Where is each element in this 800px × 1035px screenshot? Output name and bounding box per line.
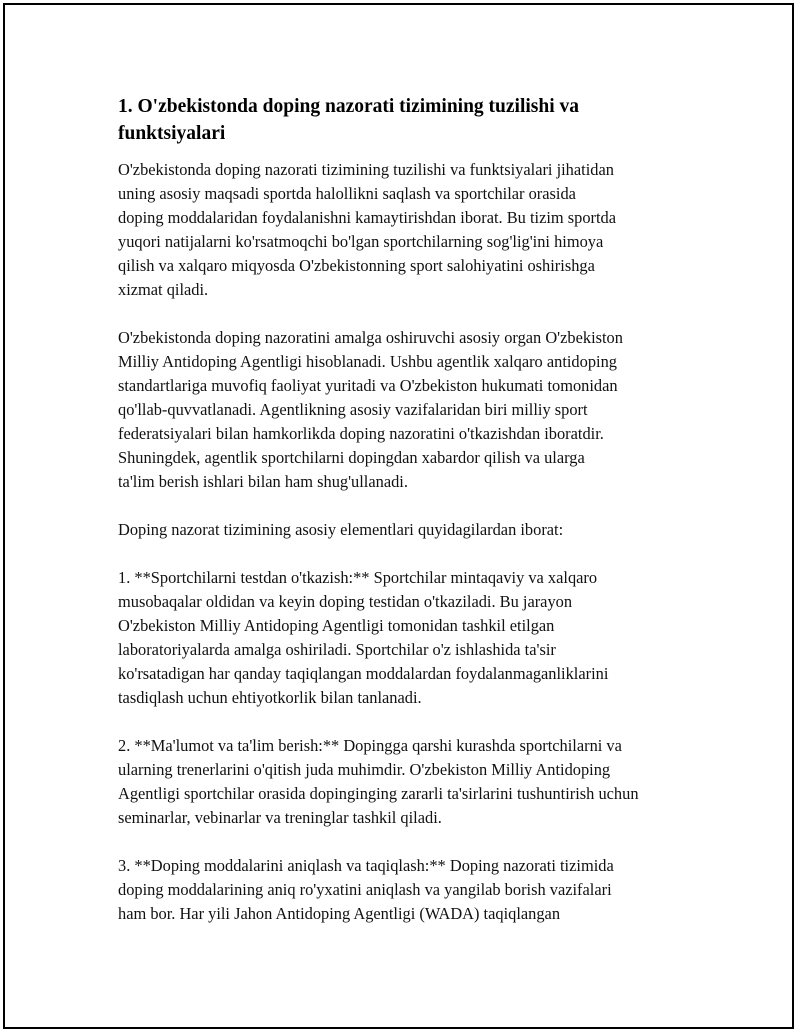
paragraph-intro: O'zbekistonda doping nazorati tizimining tuzilishi va funktsiyalari jihatidan uning asosiy maqsadi sportda halollikni saqlash va sportchilar orasida doping moddalaridan foydalanishni kamaytirishdan iborat. Bu tizim sportda yuqori natijalarni ko'rsatmoqchi bo'lgan sportchilarning sog'lig'ini himoya qilish va xalqaro miqyosda O'zbekistonning sport salohiyatini oshirishga xizmat qiladi. [118,160,616,299]
document-body [118,93,698,950]
section-heading: 1. O'zbekistonda doping nazorati tizimining tuzilishi va funktsiyalari [118,96,580,144]
list-item-prohibition: 3. **Doping moddalarini aniqlash va taqiqlash:** Doping nazorati tizimida doping moddalarining aniq ro'yxatini aniqlash va yangilab borish vazifalari ham bor. Har yili Jahon Antidoping Agentligi (WADA) taqiqlangan [118,856,614,923]
paragraph-agency: O'zbekistonda doping nazoratini amalga oshiruvchi asosiy organ O'zbekiston Milliy Antidoping Agentligi hisoblanadi. Ushbu agentlik xalqaro antidoping standartlariga muvofiq faoliyat yuritadi va O'zbekiston hukumati tomonidan qo'llab-quvvatlanadi. Agentlikning asosiy vazifalaridan biri milliy sport federatsiyalari bilan hamkorlikda doping nazoratini o'tkazishdan iboratdir. Shuningdek, agentlik sportchilarni dopingdan xabardor qilish va ularga ta'lim berish ishlari bilan ham shug'ullanadi. [118,328,623,491]
list-item-testing: 1. **Sportchilarni testdan o'tkazish:** Sportchilar mintaqaviy va xalqaro musobaqalar oldidan va keyin doping testidan o'tkaziladi. Bu jarayon O'zbekiston Milliy Antidoping Agentligi tomonidan tashkil etilgan laboratoriyalarda amalga oshiriladi. Sportchilar o'z ishlashida ta'sir ko'rsatadigan har qanday taqiqlangan moddalardan foydalanmaganliklarini tasdiqlash uchun ehtiyotkorlik bilan tanlanadi. [118,568,609,707]
list-item-education: 2. **Ma'lumot va ta'lim berish:** Dopingga qarshi kurashda sportchilarni va ularning trenerlarini o'qitish juda muhimdir. O'zbekiston Milliy Antidoping Agentligi sportchilar orasida dopinginging zararli ta'sirlarini tushuntirish uchun seminarlar, vebinarlar va treninglar tashkil qiladi. [118,736,639,827]
paragraph-elements-lead: Doping nazorat tizimining asosiy elementlari quyidagilardan iborat: [118,520,564,539]
